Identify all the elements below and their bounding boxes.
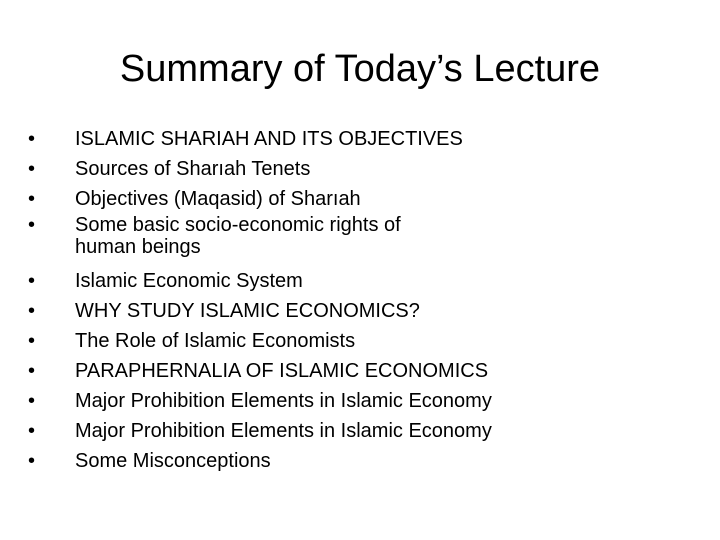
bullet-icon: • <box>28 158 36 180</box>
list-item-text: PARAPHERNALIA OF ISLAMIC ECONOMICS <box>75 360 489 382</box>
bullet-list <box>28 124 628 476</box>
list-item-text-line: Some basic socio-economic rights of <box>75 214 401 236</box>
list-item <box>28 184 628 214</box>
list-item-text: Sources of Sharıah Tenets <box>75 158 311 180</box>
bullet-icon: • <box>28 420 36 442</box>
list-item <box>28 326 628 356</box>
list-item <box>28 154 628 184</box>
list-item <box>28 296 628 326</box>
list-item <box>28 356 628 386</box>
list-item <box>28 416 628 446</box>
bullet-icon: • <box>28 270 36 292</box>
slide-title: Summary of Today’s Lecture <box>119 48 601 90</box>
bullet-icon: • <box>28 330 36 352</box>
bullet-icon: • <box>28 214 36 236</box>
list-item-text: Objectives (Maqasid) of Sharıah <box>75 188 361 210</box>
list-item <box>28 124 628 154</box>
bullet-icon: • <box>28 128 36 150</box>
list-item-text: The Role of Islamic Economists <box>75 330 356 352</box>
list-item-text: Major Prohibition Elements in Islamic Economy <box>75 420 492 442</box>
bullet-icon: • <box>28 188 36 210</box>
list-item-text <box>75 214 628 258</box>
list-item <box>28 214 628 258</box>
list-item <box>28 446 628 476</box>
list-item-text-continuation: human beings <box>75 236 201 258</box>
list-item-text: Islamic Economic System <box>75 270 303 292</box>
list-item-text: Some Misconceptions <box>75 450 271 472</box>
list-item <box>28 386 628 416</box>
bullet-icon: • <box>28 300 36 322</box>
list-item <box>28 266 628 296</box>
list-item-text: Major Prohibition Elements in Islamic Economy <box>75 390 492 412</box>
bullet-icon: • <box>28 390 36 412</box>
bullet-icon: • <box>28 450 36 472</box>
list-item-text: WHY STUDY ISLAMIC ECONOMICS? <box>75 300 420 322</box>
bullet-icon: • <box>28 360 36 382</box>
list-item-text: ISLAMIC SHARIAH AND ITS OBJECTIVES <box>75 128 463 150</box>
